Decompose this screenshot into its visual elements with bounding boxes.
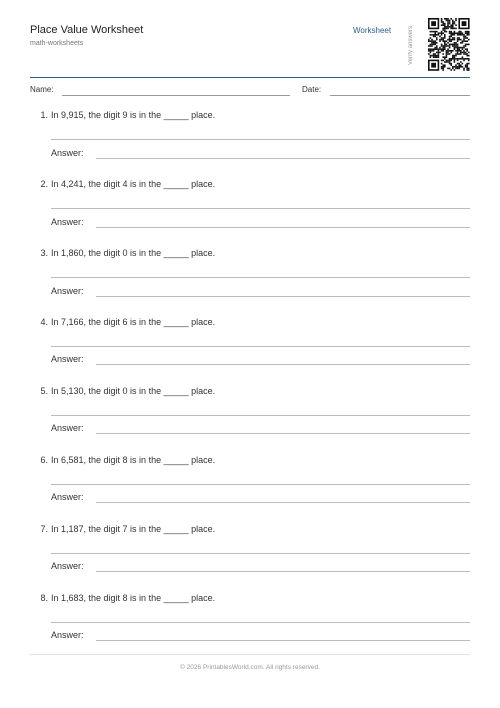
footer-copyright: © 2026 PrintablesWorld.com. All rights reserved. (180, 664, 320, 671)
answer-label: Answer: (51, 561, 84, 571)
page-title: Place Value Worksheet (30, 24, 144, 36)
question-number: 2. (40, 179, 48, 189)
answer-line[interactable] (96, 296, 470, 297)
answer-label: Answer: (51, 354, 84, 364)
question-text (30, 248, 215, 258)
work-line (51, 484, 470, 485)
work-line (51, 208, 470, 209)
answer-line[interactable] (96, 158, 470, 159)
question-number: 8. (40, 593, 48, 603)
answer-label: Answer: (51, 492, 84, 502)
question-text (30, 317, 215, 327)
question-prompt: In 1,860, the digit 0 is in the _____ place. (51, 248, 216, 258)
question-prompt: In 5,130, the digit 0 is in the _____ place. (51, 386, 216, 396)
question-number: 5. (40, 386, 48, 396)
footer-divider (30, 654, 470, 655)
work-line (51, 277, 470, 278)
qr-code-icon (428, 18, 470, 72)
question-prompt: In 4,241, the digit 4 is in the _____ place. (51, 179, 216, 189)
question-number: 1. (40, 110, 48, 120)
question-prompt: In 7,166, the digit 6 is in the _____ place. (51, 317, 216, 327)
work-line (51, 139, 470, 140)
question-number: 3. (40, 248, 48, 258)
worksheet-badge: Worksheet (353, 26, 392, 35)
answer-label: Answer: (51, 148, 84, 158)
name-label: Name: (30, 85, 54, 94)
question-prompt: In 1,187, the digit 7 is in the _____ place. (51, 524, 216, 534)
date-label: Date: (302, 85, 322, 94)
question-number: 7. (40, 524, 48, 534)
name-field[interactable] (62, 95, 290, 96)
answer-label: Answer: (51, 423, 84, 433)
work-line (51, 346, 470, 347)
page-subtitle: math-worksheets (30, 40, 84, 47)
question-prompt: In 6,581, the digit 8 is in the _____ place. (51, 455, 216, 465)
question-number: 6. (40, 455, 48, 465)
question-text (30, 455, 215, 465)
question-text (30, 110, 215, 120)
question-prompt: In 9,915, the digit 9 is in the _____ place. (51, 110, 216, 120)
work-line (51, 415, 470, 416)
question-prompt: In 1,683, the digit 8 is in the _____ place. (51, 593, 216, 603)
work-line (51, 553, 470, 554)
answer-line[interactable] (96, 502, 470, 503)
answer-label: Answer: (51, 217, 84, 227)
answer-label: Answer: (51, 286, 84, 296)
answer-line[interactable] (96, 364, 470, 365)
question-text (30, 386, 215, 396)
question-text (30, 179, 215, 189)
date-field[interactable] (330, 95, 470, 96)
answer-line[interactable] (96, 640, 470, 641)
answer-line[interactable] (96, 571, 470, 572)
qr-caption: Verify answers (408, 25, 414, 65)
question-text (30, 524, 215, 534)
question-number: 4. (40, 317, 48, 327)
header-divider (30, 77, 470, 78)
work-line (51, 622, 470, 623)
answer-line[interactable] (96, 433, 470, 434)
answer-line[interactable] (96, 227, 470, 228)
answer-label: Answer: (51, 630, 84, 640)
question-text (30, 593, 215, 603)
